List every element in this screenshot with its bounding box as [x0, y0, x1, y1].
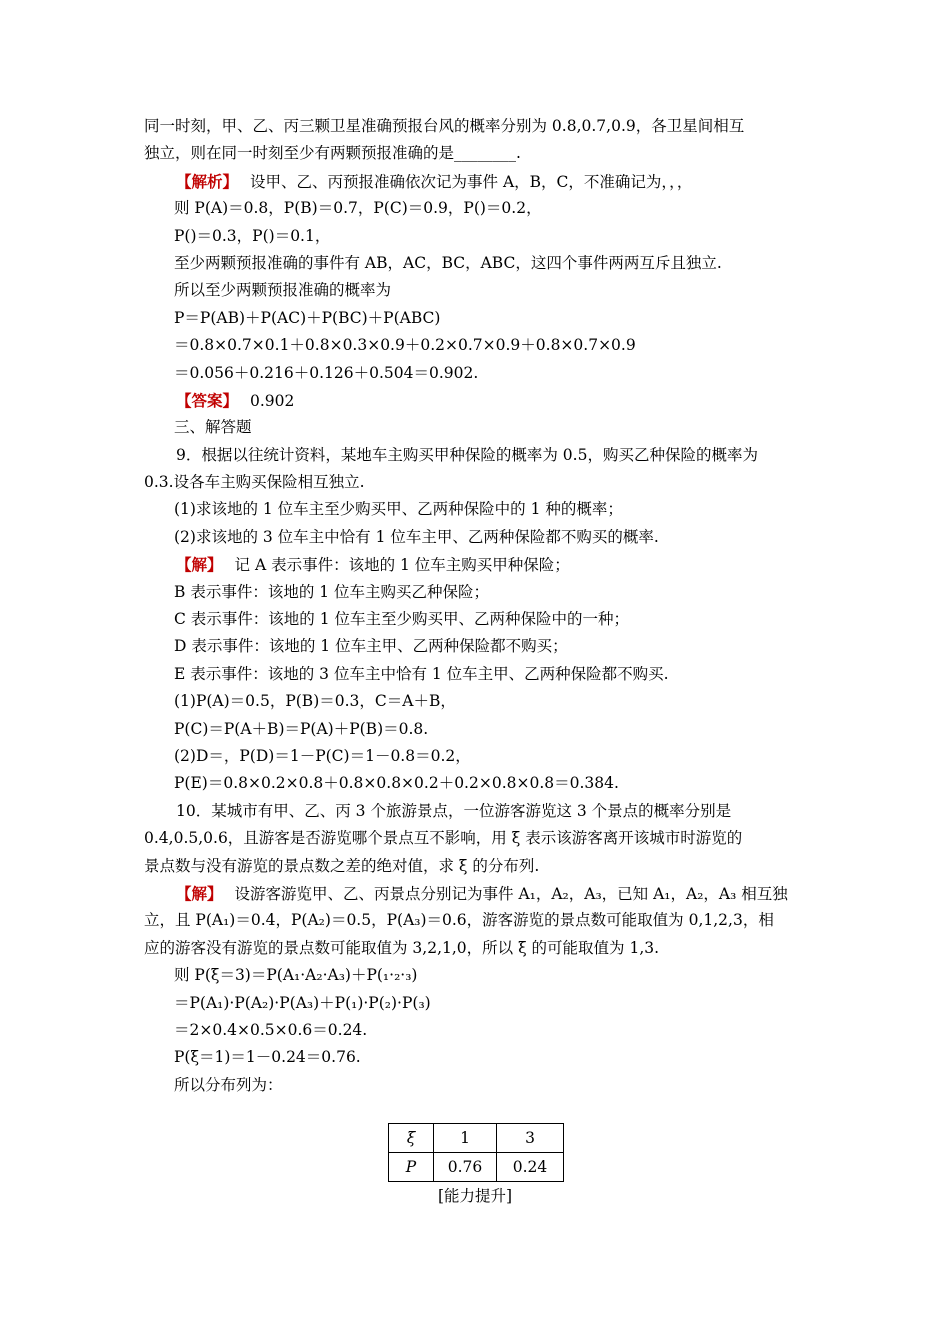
line-text: 设游客游览甲、乙、丙景点分别记为事件 A₁，A₂，A₃，已知 A₁，A₂，A₃ 相互独 [234, 884, 788, 903]
text-line [144, 113, 809, 140]
line-text: (2)D＝，P(D)＝1－P(C)＝1－0.8＝0.2， [174, 746, 471, 765]
line-text: C 表示事件：该地的 1 位车主至少购买甲、乙两种保险中的一种； [174, 610, 630, 629]
table-row [389, 1153, 564, 1182]
line-text: 所以至少两颗预报准确的概率为 [174, 281, 392, 300]
text-line [144, 442, 809, 469]
text-line [144, 469, 809, 496]
line-text: 同一时刻，甲、乙、丙三颗卫星准确预报台风的概率分别为 0.8,0.7,0.9，各卫星间相互 [144, 117, 745, 135]
table-cell: ξ [389, 1124, 434, 1153]
line-text: 则 P(A)＝0.8，P(B)＝0.7，P(C)＝0.9，P()＝0.2， [174, 199, 542, 218]
text-line [144, 1017, 809, 1044]
text-line [144, 223, 809, 250]
text-line [144, 825, 809, 852]
line-text: 独立，则在同一时刻至少有两颗预报准确的是________. [144, 144, 521, 163]
line-text: 应的游客没有游览的景点数可能取值为 3,2,1,0，所以 ξ 的可能取值为 1,3. [144, 938, 660, 957]
line-text: 9．根据以往统计资料，某地车主购买甲种保险的概率为 0.5，购买乙种保险的概率为 [176, 445, 758, 464]
line-text: P(ξ＝1)＝1－0.24＝0.76. [174, 1048, 361, 1067]
table-cell: 0.24 [497, 1153, 564, 1182]
line-text: 记 A 表示事件：该地的 1 位车主购买甲种保险； [234, 556, 570, 575]
line-text: B 表示事件：该地的 1 位车主购买乙种保险； [174, 582, 490, 601]
line-text: 所以分布列为： [174, 1075, 283, 1094]
text-line [144, 935, 809, 962]
text-line [144, 633, 809, 660]
text-line [144, 990, 809, 1017]
text-line [144, 414, 809, 441]
section-caption: [能力提升] [437, 1187, 513, 1205]
line-text: (1)求该地的 1 位车主至少购买甲、乙两种保险中的 1 种的概率； [174, 500, 623, 519]
line-text: 设甲、乙、丙预报准确依次记为事件 A，B，C，不准确记为，，， [250, 172, 693, 191]
line-text: 0.4,0.5,0.6，且游客是否游览哪个景点互不影响，用 ξ 表示该游客离开该城市时游览的 [144, 829, 743, 848]
line-text: ＝0.056＋0.216＋0.126＋0.504＝0.902. [174, 363, 479, 382]
text-line [144, 1044, 809, 1071]
line-text: (2)求该地的 3 位车主中恰有 1 位车主甲、乙两种保险都不购买的概率. [174, 527, 659, 546]
line-text: 三、解答题 [174, 418, 252, 437]
line-text: 0.902 [250, 391, 295, 410]
table-cell: 3 [497, 1124, 564, 1153]
line-text: P＝P(AB)＋P(AC)＋P(BC)＋P(ABC) [174, 308, 441, 327]
table-row [389, 1124, 564, 1153]
line-text: 10．某城市有甲、乙、丙 3 个旅游景点，一位游客游览这 3 个景点的概率分别是 [176, 801, 732, 820]
line-text: P()＝0.3，P()＝0.1， [174, 226, 331, 245]
text-line [144, 606, 809, 633]
text-line [144, 907, 809, 934]
text-line [144, 195, 809, 222]
line-text: 立，且 P(A₁)＝0.4，P(A₂)＝0.5，P(A₃)＝0.6，游客游览的景点数可能取值为 0,1,2,3，相 [144, 911, 774, 930]
text-line [144, 579, 809, 606]
line-text: 至少两颗预报准确的事件有 AB，AC，BC，ABC，这四个事件两两互斥且独立. [174, 253, 722, 272]
section-tag: 【解】 [176, 555, 223, 575]
text-line [144, 1072, 809, 1099]
table-cell: 1 [434, 1124, 497, 1153]
line-text: D 表示事件：该地的 1 位车主甲、乙两种保险都不购买； [174, 637, 568, 656]
text-line [144, 332, 809, 359]
text-line [144, 880, 809, 907]
text-line [144, 140, 809, 167]
line-text: 则 P(ξ＝3)＝P(A₁·A₂·A₃)＋P(₁·₂·₃) [174, 966, 418, 985]
text-line [144, 250, 809, 277]
line-text: ＝2×0.4×0.5×0.6＝0.24. [174, 1020, 368, 1039]
line-text: ＝0.8×0.7×0.1＋0.8×0.3×0.9＋0.2×0.7×0.9＋0.8×0.7×0.9 [174, 336, 636, 355]
line-text: E 表示事件：该地的 3 位车主中恰有 1 位车主甲、乙两种保险都不购买. [174, 664, 669, 683]
line-text: (1)P(A)＝0.5，P(B)＝0.3，C＝A＋B， [174, 692, 456, 711]
line-text: 0.3.设各车主购买保险相互独立. [144, 473, 365, 492]
text-line [144, 305, 809, 332]
table-cell: P [389, 1153, 434, 1182]
line-text: P(E)＝0.8×0.2×0.8＋0.8×0.8×0.2＋0.2×0.8×0.8＝0.384. [174, 774, 619, 793]
section-tag: 【答案】 [176, 390, 239, 410]
line-text: 景点数与没有游览的景点数之差的绝对值，求 ξ 的分布列. [144, 856, 540, 875]
section-tag: 【解】 [176, 883, 223, 903]
text-line [144, 277, 809, 304]
distribution-table [388, 1123, 564, 1182]
text-line [144, 798, 809, 825]
text-line [144, 496, 809, 523]
line-text: ＝P(A₁)·P(A₂)·P(A₃)＋P(₁)·P(₂)·P(₃) [174, 993, 431, 1012]
text-line [144, 853, 809, 880]
text-line [144, 716, 809, 743]
text-line [144, 688, 809, 715]
table-cell: 0.76 [434, 1153, 497, 1182]
text-line [144, 360, 809, 387]
text-line [144, 962, 809, 989]
text-line [144, 551, 809, 578]
section-tag: 【解析】 [176, 171, 239, 191]
text-line [144, 661, 809, 688]
text-line [144, 168, 809, 195]
document-body [144, 113, 809, 1099]
text-line [144, 743, 809, 770]
text-line [144, 524, 809, 551]
text-line [144, 387, 809, 414]
line-text: P(C)＝P(A＋B)＝P(A)＋P(B)＝0.8. [174, 719, 429, 738]
text-line [144, 770, 809, 797]
